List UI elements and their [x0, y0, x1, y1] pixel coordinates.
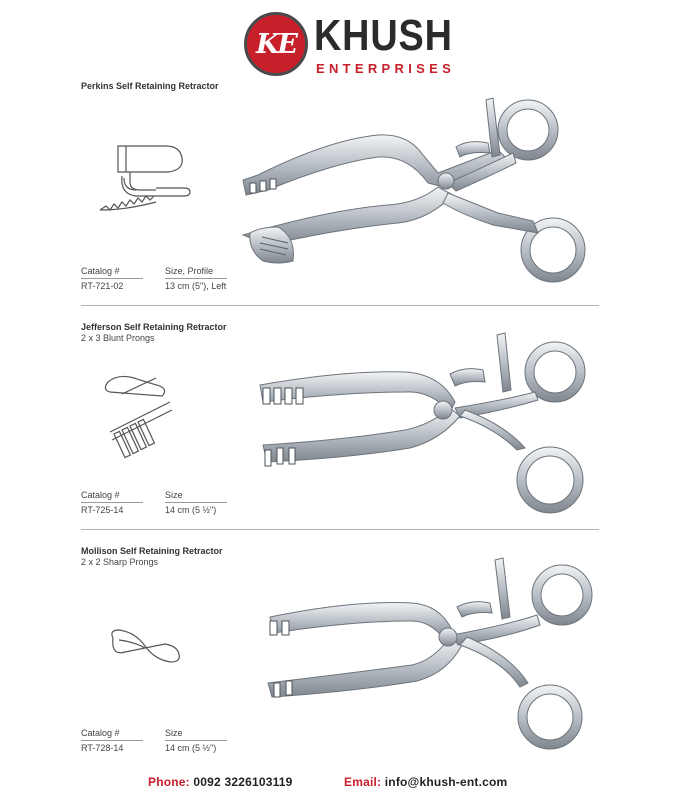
email-label: Email: — [344, 775, 382, 789]
spec-value: 13 cm (5"), Left — [165, 281, 227, 291]
spec-value: 14 cm (5 ½") — [165, 505, 217, 515]
footer-phone — [148, 775, 293, 789]
logo-monogram: KE — [255, 28, 297, 60]
phone-label: Phone: — [148, 775, 190, 789]
product-title: Perkins Self Retaining Retractor — [81, 81, 219, 91]
catalog-rule — [81, 278, 143, 279]
spec-label: Size, Profile — [165, 266, 214, 276]
spec-rule — [165, 740, 227, 741]
section-divider — [81, 305, 599, 306]
catalog-number: RT-721-02 — [81, 281, 124, 291]
spec-value: 14 cm (5 ½") — [165, 743, 217, 753]
mollison-retractor-photo — [262, 555, 602, 755]
perkins-blade-sketch — [96, 140, 196, 215]
product-title: Jefferson Self Retaining Retractor — [81, 322, 227, 332]
jefferson-prong-sketch — [100, 372, 180, 467]
spec-label: Size — [165, 728, 183, 738]
catalog-label: Catalog # — [81, 728, 120, 738]
logo-monogram-badge — [244, 12, 308, 76]
footer-email — [344, 775, 507, 789]
mollison-prong-sketch — [105, 628, 185, 668]
section-divider — [81, 529, 599, 530]
catalog-number: RT-725-14 — [81, 505, 124, 515]
catalog-number: RT-728-14 — [81, 743, 124, 753]
company-name: KHUSH — [314, 11, 453, 60]
spec-rule — [165, 502, 227, 503]
spec-rule — [165, 278, 227, 279]
catalog-label: Catalog # — [81, 490, 120, 500]
company-tagline: ENTERPRISES — [316, 61, 456, 76]
product-subtitle: 2 x 3 Blunt Prongs — [81, 333, 155, 343]
catalog-label: Catalog # — [81, 266, 120, 276]
phone-number[interactable]: 0092 3226103119 — [193, 775, 293, 789]
spec-label: Size — [165, 490, 183, 500]
perkins-retractor-photo — [238, 95, 593, 290]
company-logo — [244, 10, 454, 80]
catalog-rule — [81, 740, 143, 741]
email-address[interactable]: info@khush-ent.com — [384, 775, 508, 789]
product-subtitle: 2 x 2 Sharp Prongs — [81, 557, 159, 567]
catalog-rule — [81, 502, 143, 503]
product-title: Mollison Self Retaining Retractor — [81, 546, 223, 556]
jefferson-retractor-photo — [255, 330, 600, 520]
